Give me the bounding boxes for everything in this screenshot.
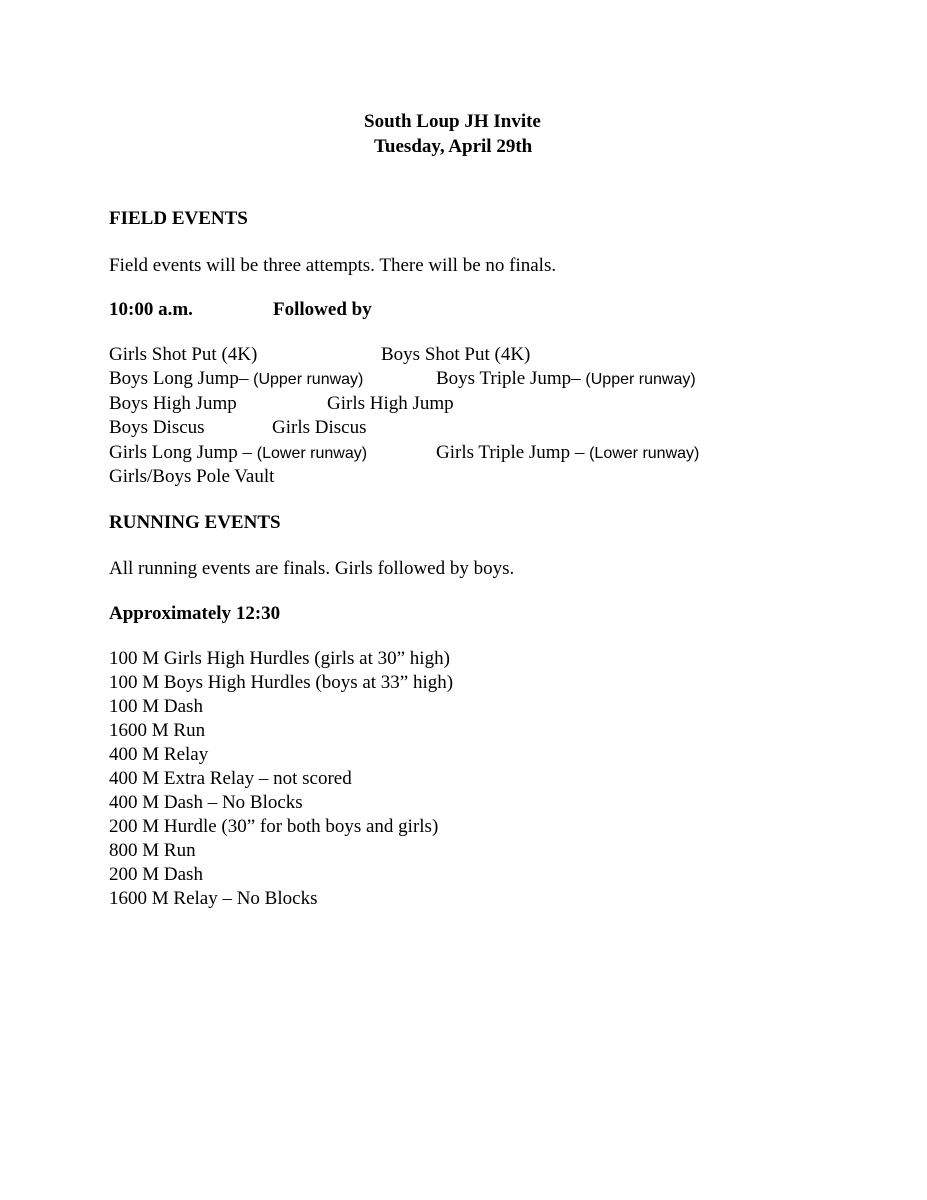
- event-girls-discus: Girls Discus: [272, 417, 367, 438]
- list-item: 100 M Dash: [109, 696, 203, 717]
- event-girls-high-jump: Girls High Jump: [327, 393, 454, 414]
- event-girls-long-jump: [109, 441, 367, 466]
- field-start-time: 10:00 a.m.: [109, 299, 193, 320]
- event-girls-shot-put: Girls Shot Put (4K): [109, 344, 258, 365]
- list-item: 400 M Dash – No Blocks: [109, 792, 303, 813]
- running-start-time: Approximately 12:30: [109, 603, 281, 624]
- document-date: Tuesday, April 29th: [374, 136, 533, 157]
- event-boys-triple-jump: [436, 367, 696, 392]
- field-events-note: Field events will be three attempts. There will be no finals.: [109, 255, 557, 276]
- event-pole-vault: Girls/Boys Pole Vault: [109, 466, 275, 487]
- running-events-list: [109, 647, 453, 911]
- event-name: Girls Triple Jump –: [436, 442, 585, 463]
- field-followed-by: Followed by: [273, 299, 372, 320]
- list-item: 400 M Relay: [109, 744, 209, 765]
- running-events-heading: RUNNING EVENTS: [109, 512, 281, 533]
- list-item: 200 M Dash: [109, 864, 203, 885]
- document-title: South Loup JH Invite: [364, 111, 541, 132]
- event-name: Boys Triple Jump–: [436, 368, 581, 389]
- event-name: Girls Long Jump –: [109, 442, 253, 463]
- list-item: 100 M Boys High Hurdles (boys at 33” high): [109, 672, 454, 693]
- running-events-note: All running events are finals. Girls followed by boys.: [109, 558, 515, 579]
- event-name: Boys Long Jump–: [109, 368, 249, 389]
- runway-note: (Upper runway): [253, 371, 364, 388]
- event-boys-long-jump: [109, 367, 363, 392]
- event-boys-shot-put: Boys Shot Put (4K): [381, 344, 531, 365]
- event-boys-discus: Boys Discus: [109, 417, 205, 438]
- runway-note: (Lower runway): [589, 445, 700, 462]
- list-item: 400 M Extra Relay – not scored: [109, 768, 352, 789]
- event-boys-high-jump: Boys High Jump: [109, 393, 237, 414]
- list-item: 200 M Hurdle (30” for both boys and girls): [109, 816, 439, 837]
- runway-note: (Upper runway): [585, 371, 696, 388]
- runway-note: (Lower runway): [256, 445, 368, 462]
- list-item: 1600 M Run: [109, 720, 206, 741]
- field-events-heading: FIELD EVENTS: [109, 208, 248, 229]
- list-item: 1600 M Relay – No Blocks: [109, 888, 318, 909]
- list-item: 800 M Run: [109, 840, 196, 861]
- list-item: 100 M Girls High Hurdles (girls at 30” high): [109, 648, 450, 669]
- event-girls-triple-jump: [436, 441, 699, 466]
